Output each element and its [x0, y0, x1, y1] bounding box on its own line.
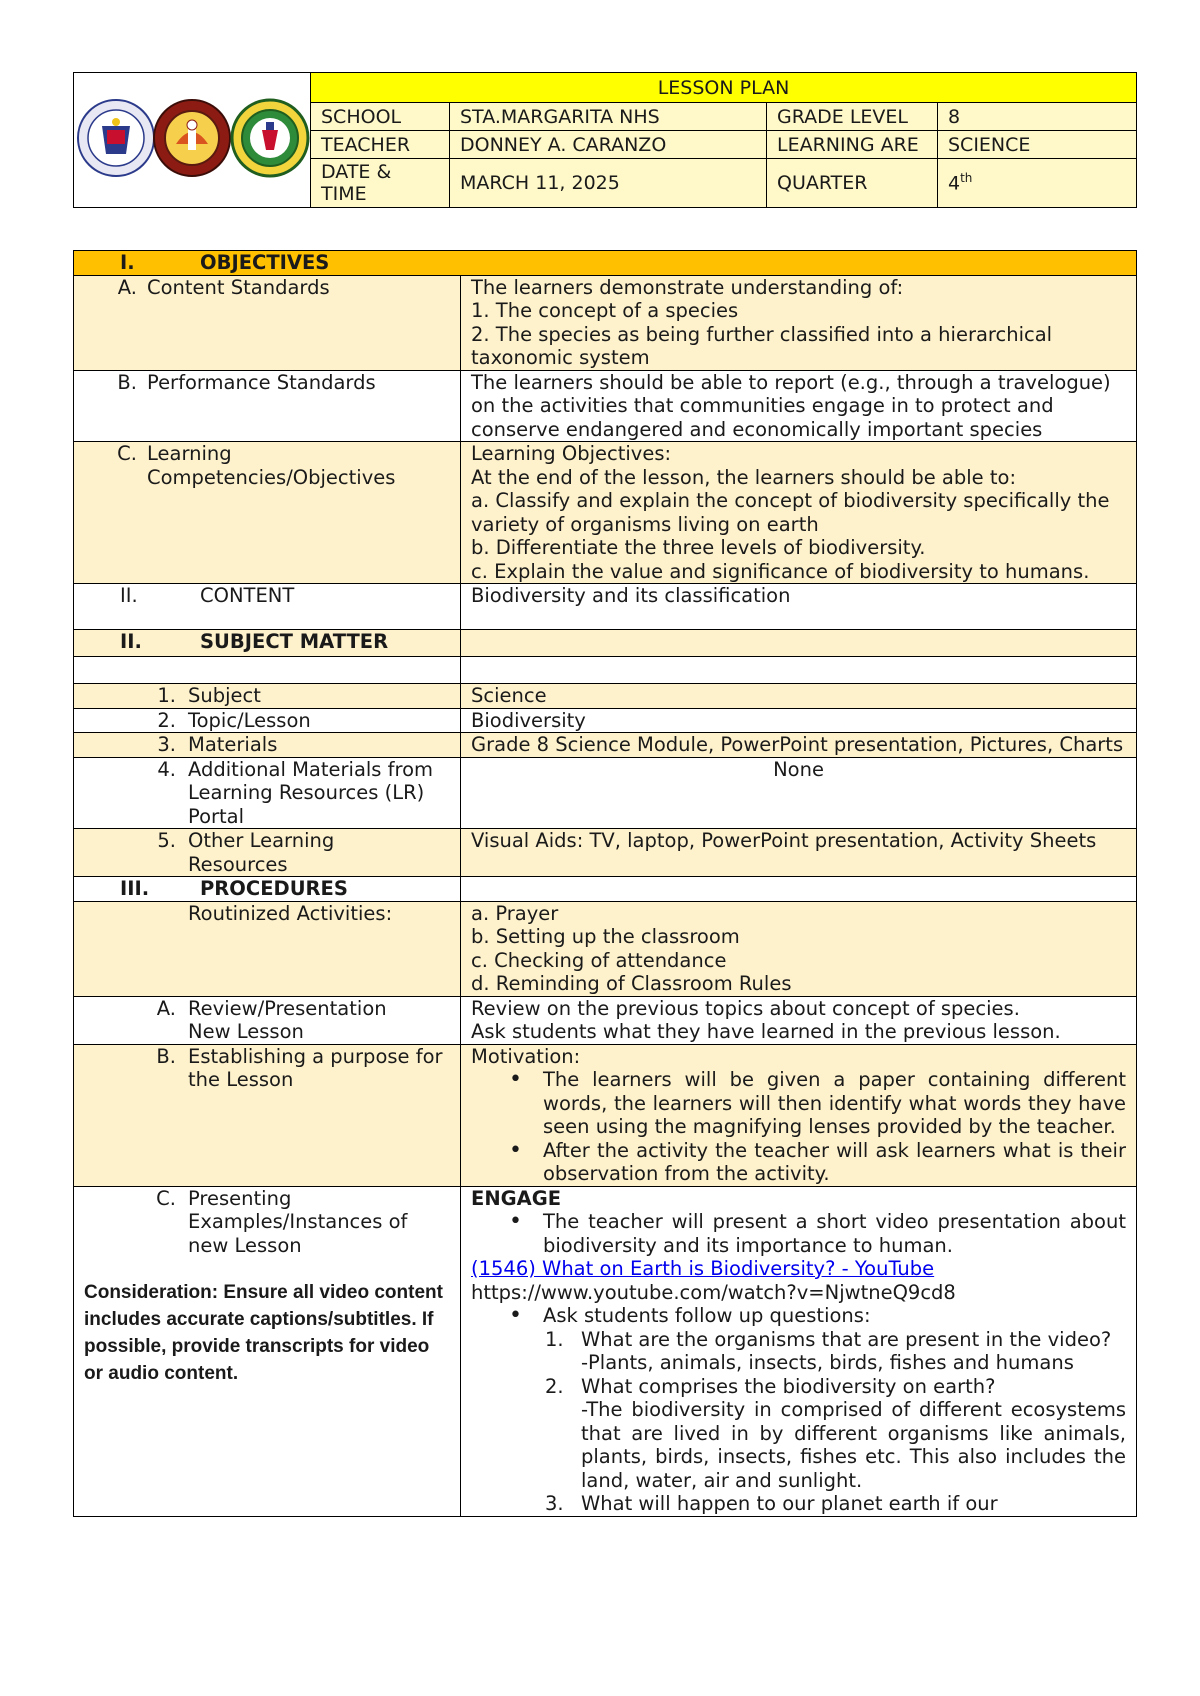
row-num: III. [120, 877, 150, 900]
deped-seal-icon [78, 100, 154, 176]
text-line: Review on the previous topics about concept of species. [471, 996, 1020, 1020]
list-item: c. Checking of attendance [471, 948, 727, 972]
teacher-value: DONNEY A. CARANZO [450, 131, 767, 159]
lesson-plan-header [73, 72, 1137, 208]
review-value [461, 996, 1137, 1044]
row-label: Materials [188, 733, 278, 756]
school-seal-icon [232, 100, 308, 176]
content-standards-label [74, 275, 461, 370]
row-num: 3. [157, 733, 176, 756]
other-resources-label [74, 829, 461, 877]
video-url: https://www.youtube.com/watch?v=NjwtneQ9cd8 [471, 1280, 956, 1304]
topic-row [74, 708, 1137, 733]
quarter-suffix: th [960, 171, 973, 186]
empty-cell [461, 657, 1137, 684]
materials-label [74, 733, 461, 758]
empty-cell [461, 877, 1137, 902]
followup-list [471, 1304, 1126, 1328]
procedures-heading [74, 877, 461, 902]
learning-competencies-row [74, 442, 1137, 584]
row-num: A. [156, 996, 176, 1020]
row-label: Content Standards [147, 275, 330, 299]
text-line: 2. The species as being further classified into a hierarchical taxonomic system [471, 322, 1053, 369]
seal-logos [74, 78, 310, 198]
purpose-row [74, 1044, 1137, 1186]
content-standards-value [461, 275, 1137, 370]
teacher-label: TEACHER [311, 131, 450, 159]
content-value: Biodiversity and its classification [461, 584, 1137, 630]
objectives-header-row [74, 251, 1137, 276]
quarter-value [938, 159, 1137, 208]
purpose-label [74, 1044, 461, 1186]
row-num: 4. [157, 757, 176, 781]
row-num: 5. [157, 829, 176, 852]
learning-competencies-label [74, 442, 461, 584]
motivation-list [471, 1068, 1126, 1186]
text-line: Learning Objectives: [471, 442, 672, 465]
division-seal-icon [154, 100, 230, 176]
row-label: SUBJECT MATTER [200, 630, 389, 653]
lesson-plan-title: LESSON PLAN [311, 73, 1137, 103]
quarter-label: QUARTER [767, 159, 938, 208]
routinized-value [461, 901, 1137, 996]
materials-row [74, 733, 1137, 758]
list-item: • The teacher will present a short video presentation about biodiversity and its importance to human. [543, 1210, 1126, 1257]
quarter-number: 4 [948, 172, 961, 195]
materials-value: Grade 8 Science Module, PowerPoint presentation, Pictures, Charts [461, 733, 1137, 758]
purpose-value [461, 1044, 1137, 1186]
question-text: What comprises the biodiversity on earth? [581, 1374, 996, 1398]
other-resources-value: Visual Aids: TV, laptop, PowerPoint presentation, Activity Sheets [461, 829, 1137, 877]
topic-label [74, 708, 461, 733]
row-num: B. [156, 1044, 176, 1068]
question-text: What are the organisms that are present in the video? [581, 1327, 1112, 1351]
text-line: Ask students what they have learned in the previous lesson. [471, 1020, 1061, 1043]
other-resources-row [74, 829, 1137, 877]
row-num: A. [117, 275, 137, 299]
text-line: At the end of the lesson, the learners should be able to: [471, 465, 1017, 489]
question-item [545, 1492, 1126, 1516]
presenting-row [74, 1186, 1137, 1516]
learning-competencies-value [461, 442, 1137, 584]
list-item: • After the activity the teacher will ask learners what is their observation from the activity. [543, 1139, 1126, 1186]
empty-cell [74, 657, 461, 684]
objectives-heading [74, 251, 1137, 276]
question-num: 3. [545, 1492, 564, 1515]
content-label [74, 584, 461, 630]
row-num [82, 902, 188, 926]
row-label: Other Learning Resources [188, 829, 335, 876]
list-item: a. Prayer [471, 901, 559, 925]
row-num: B. [117, 370, 137, 394]
row-label: Routinized Activities: [188, 901, 393, 925]
engage-list [471, 1210, 1126, 1257]
row-label: Review/Presentation New Lesson [188, 996, 387, 1043]
row-label: CONTENT [200, 584, 295, 607]
date-value: MARCH 11, 2025 [450, 159, 767, 208]
text-line: The learners demonstrate understanding of: [471, 275, 904, 299]
school-label: SCHOOL [311, 103, 450, 131]
additional-materials-label [74, 757, 461, 829]
row-num: II. [120, 584, 138, 607]
list-item: b. Setting up the classroom [471, 925, 740, 948]
question-item [545, 1327, 1126, 1375]
topic-value: Biodiversity [461, 708, 1137, 733]
subject-matter-header-row [74, 630, 1137, 657]
date-label: DATE & TIME [311, 159, 450, 208]
procedures-header-row [74, 877, 1137, 902]
row-label: PROCEDURES [200, 877, 348, 900]
empty-cell [461, 630, 1137, 657]
row-num: C. [117, 442, 137, 465]
routinized-label [74, 901, 461, 996]
performance-standards-value: The learners should be able to report (e.g., through a travelogue) on the activities that communities engage in to protect and conserve endangered and economically important species [461, 370, 1137, 442]
content-standards-row [74, 275, 1137, 370]
list-item: • The learners will be given a paper containing different words, the learners will then identify what words they have seen using the magnifying lenses provided by the teacher. [543, 1068, 1126, 1139]
consideration-note: Consideration: Ensure all video content includes accurate captions/subtitles. If possible, provide transcripts for video or audio content. [84, 1282, 443, 1384]
row-label: Subject [188, 684, 261, 707]
grade-value: 8 [938, 103, 1137, 131]
row-num: C. [156, 1186, 176, 1210]
text-line: 1. The concept of a species [471, 299, 739, 322]
area-label: LEARNING ARE [767, 131, 938, 159]
row-label: Establishing a purpose for the Lesson [188, 1044, 443, 1091]
question-text: What will happen to our planet earth if our [581, 1492, 998, 1515]
text-line: c. Explain the value and significance of biodiversity to humans. [471, 559, 1090, 583]
motivation-heading: Motivation: [471, 1044, 581, 1068]
question-num: 1. [545, 1327, 564, 1351]
area-value: SCIENCE [938, 131, 1137, 159]
additional-materials-row [74, 757, 1137, 829]
row-num: II. [120, 630, 142, 653]
presenting-label [74, 1186, 461, 1516]
performance-standards-row [74, 370, 1137, 442]
video-link[interactable]: (1546) What on Earth is Biodiversity? - YouTube [471, 1257, 935, 1280]
text-line: b. Differentiate the three levels of biodiversity. [471, 536, 926, 559]
subject-value: Science [461, 684, 1137, 709]
answer-text: -The biodiversity in comprised of different ecosystems that are lived in by different organisms like animals, plants, birds, insects, fishes etc. This also includes the land, water, air and sunlight. [581, 1398, 1126, 1492]
objectives-title: OBJECTIVES [200, 251, 330, 274]
row-label: Performance Standards [147, 370, 376, 394]
review-label [74, 996, 461, 1044]
subject-matter-heading [74, 630, 461, 657]
presenting-value [461, 1186, 1137, 1516]
list-item: d. Reminding of Classroom Rules [471, 972, 792, 995]
row-num: 2. [157, 708, 176, 732]
grade-label: GRADE LEVEL [767, 103, 938, 131]
lesson-plan-body [73, 250, 1137, 1517]
school-value: STA.MARGARITA NHS [450, 103, 767, 131]
question-item [545, 1374, 1126, 1493]
row-label: Learning Competencies/Objectives [147, 442, 396, 489]
row-label: Presenting Examples/Instances of new Lesson [188, 1186, 408, 1257]
list-item: • Ask students follow up questions: [543, 1304, 1126, 1328]
routinized-row [74, 901, 1137, 996]
row-label: Topic/Lesson [188, 708, 311, 732]
review-row [74, 996, 1137, 1044]
objectives-num: I. [120, 251, 135, 274]
row-num: 1. [157, 684, 176, 707]
spacer-row [74, 657, 1137, 684]
question-num: 2. [545, 1374, 564, 1398]
logo-cell [74, 73, 311, 208]
additional-materials-value: None [461, 757, 1137, 829]
subject-label [74, 684, 461, 709]
performance-standards-label [74, 370, 461, 442]
subject-row [74, 684, 1137, 709]
row-label: Additional Materials from Learning Resources (LR) Portal [188, 757, 434, 828]
questions-list [471, 1328, 1126, 1516]
content-row [74, 584, 1137, 630]
engage-heading: ENGAGE [471, 1186, 562, 1210]
answer-text: -Plants, animals, insects, birds, fishes and humans [581, 1351, 1074, 1374]
text-line: a. Classify and explain the concept of biodiversity specifically the variety of organisms living on earth [471, 489, 1110, 536]
